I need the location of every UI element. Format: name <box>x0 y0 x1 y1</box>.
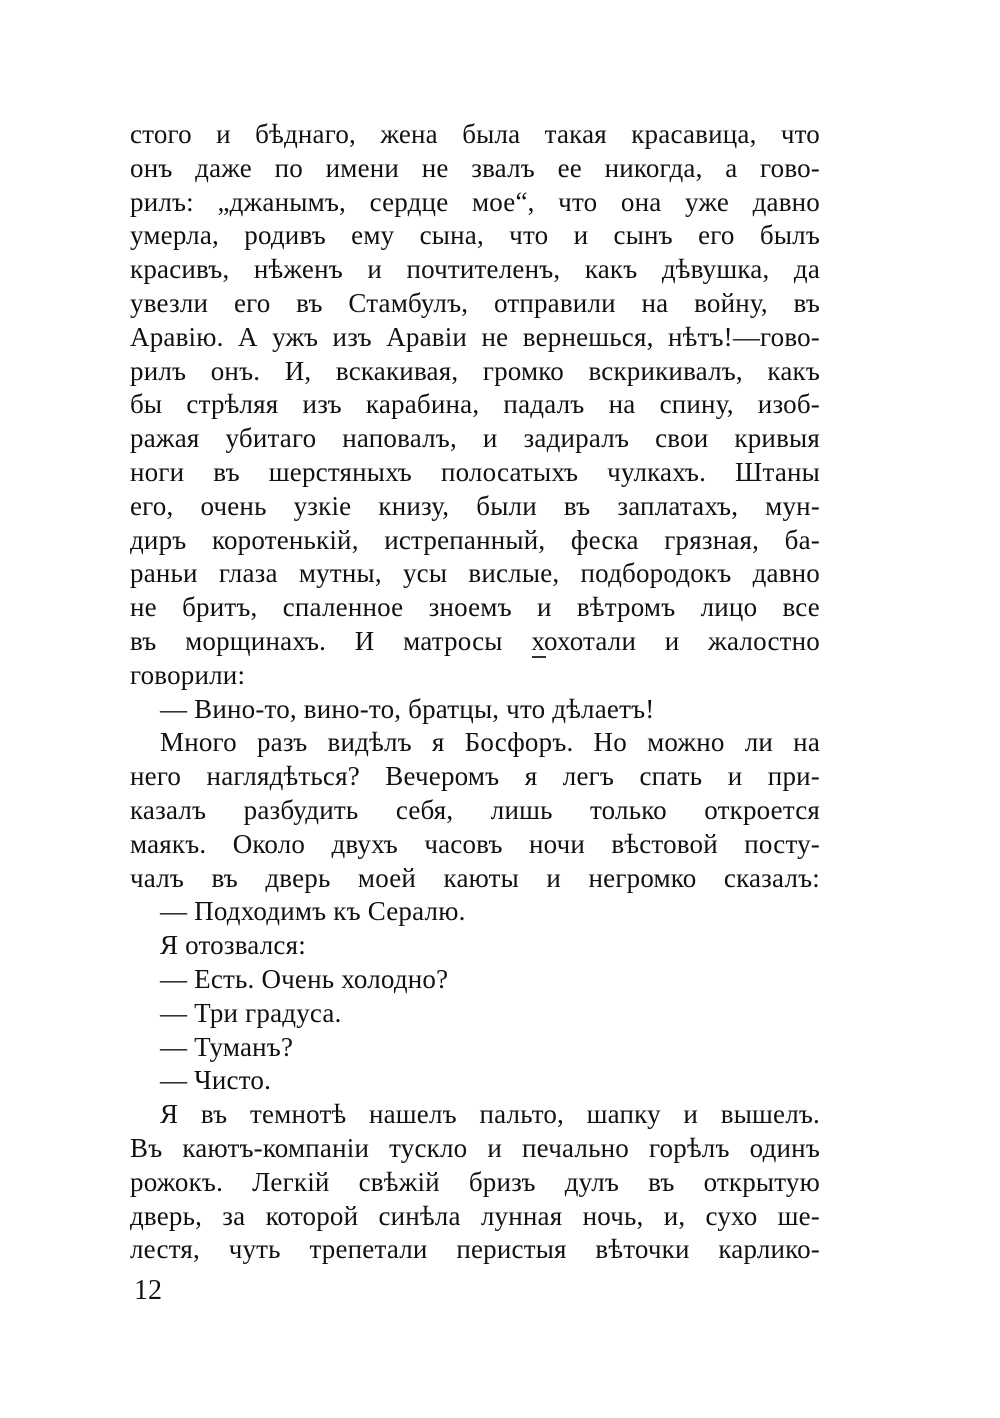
text-line: Я отозвался: <box>160 930 306 961</box>
text-line: ноги въ шерстяныхъ полосатыхъ чулкахъ. Штаны <box>130 456 820 487</box>
text-line: увезли его въ Стамбулъ, отправили на войну, въ <box>130 287 820 318</box>
text-line: Много разъ видѣлъ я Босфоръ. Но можно ли на <box>160 727 820 758</box>
text-line: чалъ въ дверь моей каюты и негромко сказалъ: <box>130 862 820 893</box>
print-speck <box>532 656 546 658</box>
text-line: Аравію. А ужъ изъ Аравіи не вернешься, нѣтъ!—гово- <box>130 321 820 352</box>
text-line: диръ коротенькій, истрепанный, феска грязная, ба- <box>130 524 820 555</box>
text-line: маякъ. Около двухъ часовъ ночи вѣстовой посту- <box>130 828 820 859</box>
text-line: рилъ: „джанымъ, сердце мое“, что она уже давно <box>130 186 820 217</box>
text-line: — Туманъ? <box>160 1031 294 1062</box>
text-line: — Чисто. <box>160 1065 272 1096</box>
text-line: стого и бѣднаго, жена была такая красавица, что <box>130 119 820 149</box>
text-line: не бритъ, спаленное зноемъ и вѣтромъ лицо все <box>130 592 820 623</box>
text-line: — Три градуса. <box>160 997 342 1028</box>
text-line: — Подходимъ къ Сералю. <box>160 896 466 927</box>
text-line: онъ даже по имени не звалъ ее никогда, а гово- <box>130 152 820 183</box>
text-line: его, очень узкіе книзу, были въ заплатахъ, мун- <box>130 490 820 521</box>
text-line: въ морщинахъ. И матросы хохотали и жалостно <box>130 625 820 656</box>
text-line: него наглядѣться? Вечеромъ я легъ спать и при- <box>130 761 820 792</box>
text-line: — Есть. Очень холодно? <box>160 963 449 994</box>
text-line: красивъ, нѣженъ и почтителенъ, какъ дѣвушка, да <box>130 254 820 285</box>
text-line: Въ каютъ-компаніи тускло и печально горѣлъ одинъ <box>130 1132 820 1163</box>
text-line: казалъ разбудить себя, лишь только откроется <box>130 794 820 825</box>
text-line: рожокъ. Легкій свѣжій бризъ дулъ въ открытую <box>130 1166 820 1197</box>
text-line: бы стрѣляя изъ карабина, падалъ на спину, изоб- <box>130 389 820 420</box>
text-line: дверь, за которой синѣла лунная ночь, и, сухо ше- <box>130 1200 820 1231</box>
body-text <box>130 118 820 1267</box>
text-line: Я въ темнотѣ нашелъ пальто, шапку и вышелъ. <box>160 1099 820 1130</box>
text-line: говорили: <box>130 659 246 690</box>
text-line: рилъ онъ. И, вскакивая, громко вскрикивалъ, какъ <box>130 355 820 386</box>
text-line: раньи глаза мутны, усы вислые, подбородокъ давно <box>130 558 820 589</box>
text-line: ражая убитаго наповалъ, и задиралъ свои кривыя <box>130 423 820 454</box>
text-line: лестя, чуть трепетали перистыя вѣточки карлико- <box>130 1234 820 1265</box>
text-line: — Вино-то, вино-то, братцы, что дѣлаетъ! <box>160 693 655 724</box>
text-line: умерла, родивъ ему сына, что и сынъ его былъ <box>130 220 820 251</box>
page-number: 12 <box>134 1275 162 1306</box>
